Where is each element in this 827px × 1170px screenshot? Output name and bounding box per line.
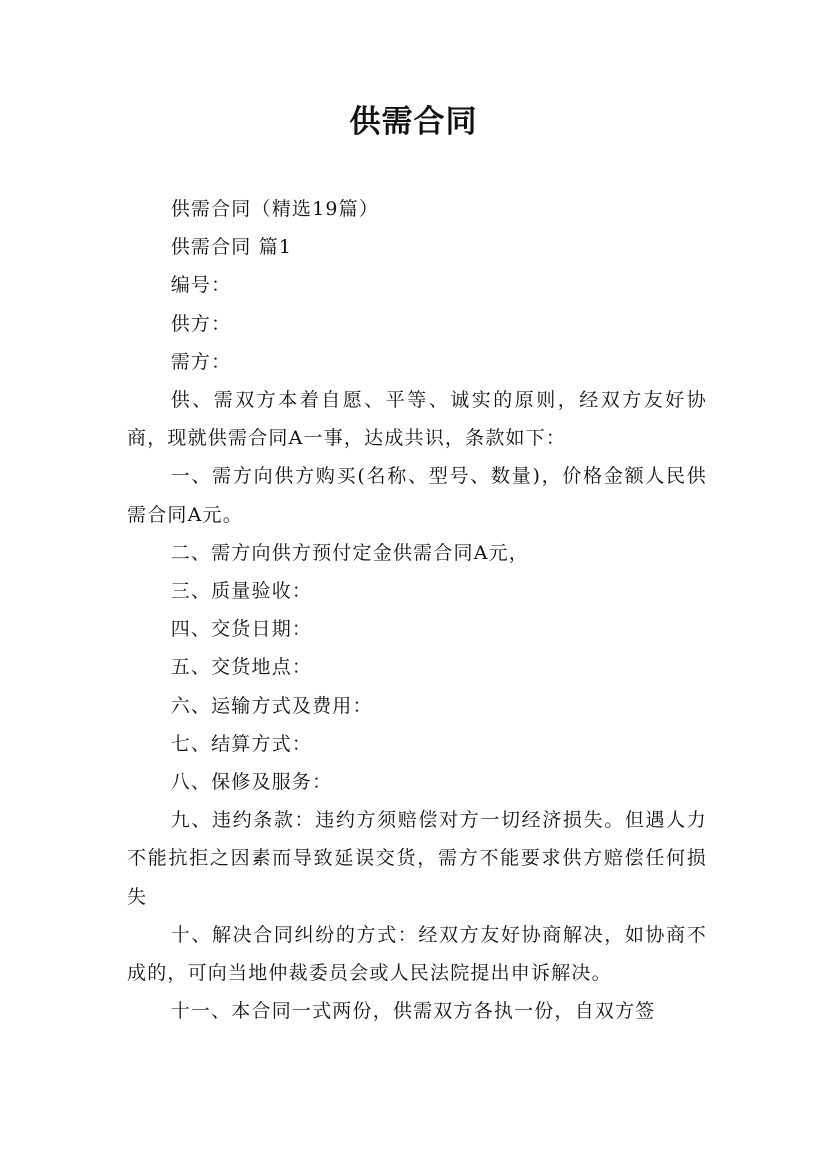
clause-1: 一、需方向供方购买(名称、型号、数量)，价格金额人民供需合同A元。: [127, 465, 707, 526]
clause-3: 三、质量验收：: [170, 580, 313, 603]
clause-4: 四、交货日期：: [170, 618, 313, 641]
number-field-label: 编号：: [170, 274, 232, 297]
document-body: [127, 190, 707, 1030]
supplier-field-label: 供方：: [170, 312, 232, 335]
clause-6: 六、运输方式及费用：: [170, 694, 373, 717]
clause-5: 五、交货地点：: [170, 656, 313, 679]
section-heading: 供需合同 篇1: [170, 236, 293, 259]
clause-9: 九、违约条款：违约方须赔偿对方一切经济损失。但遇人力不能抗拒之因素而导致延误交货，需方不能要求供方赔偿任何损失: [127, 809, 707, 908]
buyer-field-label: 需方：: [170, 350, 232, 373]
clause-7: 七、结算方式：: [170, 732, 313, 755]
clause-2: 二、需方向供方预付定金供需合同A元，: [170, 541, 530, 564]
subtitle-paragraph: 供需合同（精选19篇）: [170, 198, 380, 220]
document-title: 供需合同: [349, 104, 478, 140]
clause-10: 十、解决合同纠纷的方式：经双方友好协商解决，如协商不成的，可向当地仲裁委员会或人民法院提出申诉解决。: [127, 923, 707, 985]
preamble-paragraph: 供、需双方本着自愿、平等、诚实的原则，经双方友好协商，现就供需合同A一事，达成共识，条款如下：: [127, 389, 707, 450]
clause-11: 十一、本合同一式两份，供需双方各执一份，自双方签: [170, 1000, 656, 1023]
clause-8: 八、保修及服务：: [170, 771, 333, 794]
